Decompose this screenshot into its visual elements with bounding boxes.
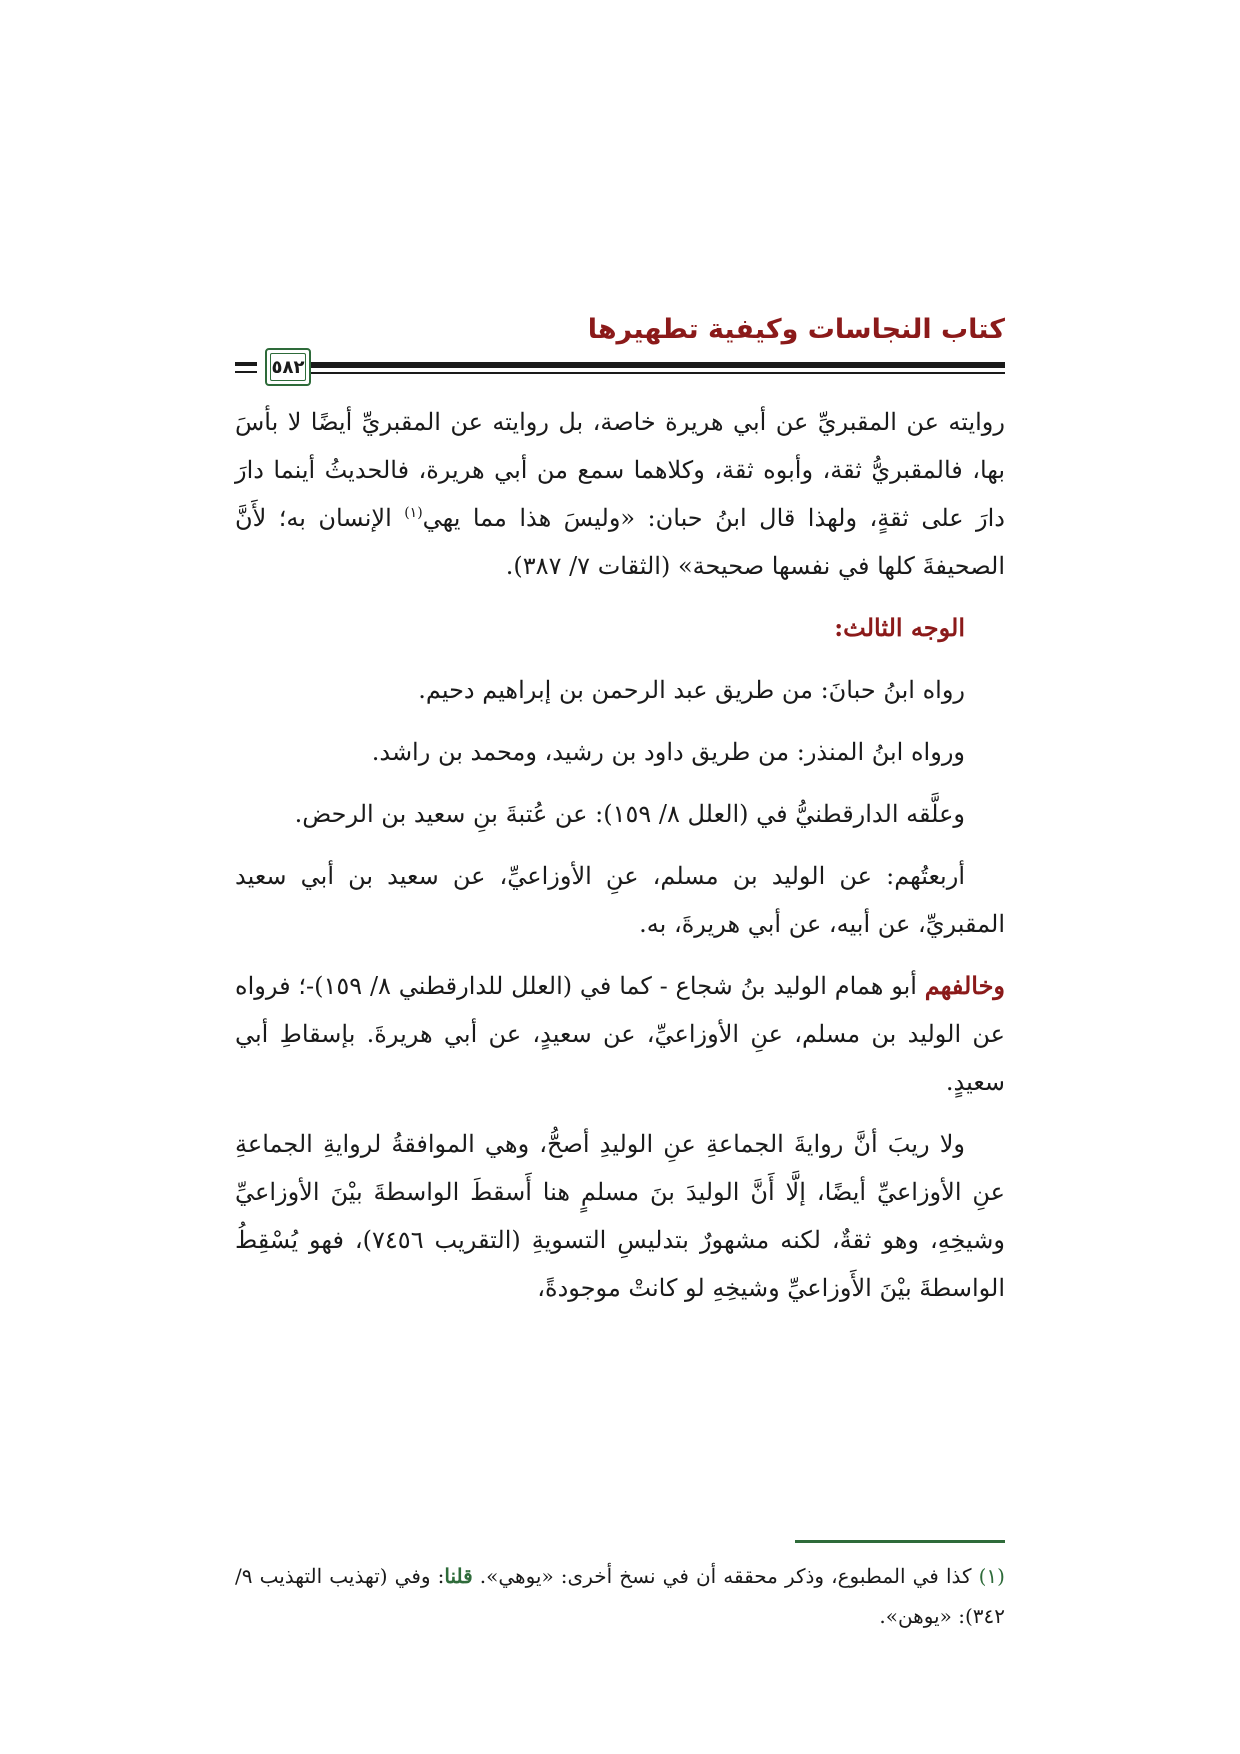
header-rule-thin bbox=[309, 372, 1005, 374]
paragraph-6 bbox=[235, 962, 1005, 1106]
main-text bbox=[235, 398, 1005, 1326]
header-rule-left-thin bbox=[235, 371, 257, 373]
footnote-1-number: (١) bbox=[978, 1564, 1005, 1588]
paragraph-7: ولا ريبَ أنَّ روايةَ الجماعةِ عنِ الوليدِ أصحُّ، وهي الموافقةُ لروايةِ الجماعةِ عنِ الأوزاعيِّ أيضًا، إلَّا أَنَّ الوليدَ بنَ مسلمٍ هنا أَسقطَ الواسطةَ بيْنَ الأوزاعيِّ وشيخِهِ، وهو ثقةٌ، لكنه مشهورٌ بتدليسِ التسويةِ (التقريب ٧٤٥٦)، فهو يُسْقِطُ الواسطةَ بيْنَ الأَوزاعيِّ وشيخِهِ لو كانتْ موجودةً، bbox=[235, 1130, 1005, 1302]
section-heading: الوجه الثالث: bbox=[834, 613, 965, 642]
header-rule-thick bbox=[309, 362, 1005, 368]
paragraph-4: وعلَّقه الدارقطنيُّ في (العلل ٨/ ١٥٩): عن عُتبةَ بنِ سعيد بن الرحض. bbox=[294, 800, 965, 828]
page-number: ٥٨٢ bbox=[271, 356, 305, 378]
paragraph-1 bbox=[235, 398, 1005, 590]
paragraph-1-text-b: الإنسان به؛ لأَنَّ الصحيفةَ كلها في نفسها صحيحة» (الثقات ٧/ ٣٨٧). bbox=[235, 504, 1005, 580]
footnote-1-text-a: كذا في المطبوع، وذكر محققه أن في نسخ أخرى: «يوهي». bbox=[472, 1564, 979, 1588]
paragraph-2: رواه ابنُ حبانَ: من طريق عبد الرحمن بن إبراهيم دحيم. bbox=[418, 676, 965, 704]
page-header bbox=[235, 308, 1005, 388]
footnote-reference[interactable]: (١) bbox=[404, 505, 423, 521]
footnote-1-text-b: : وفي (تهذيب التهذيب ٩/ ٣٤٢): «يوهن». bbox=[235, 1564, 1005, 1628]
paragraph-3: ورواه ابنُ المنذر: من طريق داود بن رشيد، ومحمد بن راشد. bbox=[371, 738, 965, 766]
header-rule-left-thick bbox=[235, 362, 257, 366]
paragraph-6-text: أبو همام الوليد بنُ شجاع - كما في (العلل للدارقطني ٨/ ١٥٩)-؛ فرواه عن الوليد بن مسلم، عنِ الأوزاعيِّ، عن سعيدٍ، عن أبي هريرةَ. بإسقاطِ أبي سعيدٍ. bbox=[235, 972, 1005, 1096]
paragraph-6-lead: وخالفهم bbox=[924, 971, 1006, 1000]
footnote-1 bbox=[235, 1556, 1005, 1636]
footnote-1-label: قلنا bbox=[444, 1564, 473, 1588]
footnote-separator bbox=[795, 1540, 1005, 1543]
page-number-badge bbox=[265, 348, 311, 386]
book-title: كتاب النجاسات وكيفية تطهيرها bbox=[587, 314, 1005, 345]
footnotes bbox=[235, 1556, 1005, 1636]
paragraph-5: أربعتُهم: عن الوليد بن مسلم، عنِ الأوزاعيِّ، عن سعيد بن أبي سعيد المقبريِّ، عن أبيه، عن أبي هريرةَ، به. bbox=[235, 862, 1005, 938]
paragraph-1-text-a: روايته عن المقبريِّ عن أبي هريرة خاصة، بل روايته عن المقبريِّ أيضًا لا بأسَ بها، فالمقبريُّ ثقة، وأبوه ثقة، وكلاهما سمع من أبي هريرة، فالحديثُ أينما دارَ دارَ على ثقةٍ، ولهذا قال ابنُ حبان: «وليسَ هذا مما يهي bbox=[235, 408, 1005, 532]
